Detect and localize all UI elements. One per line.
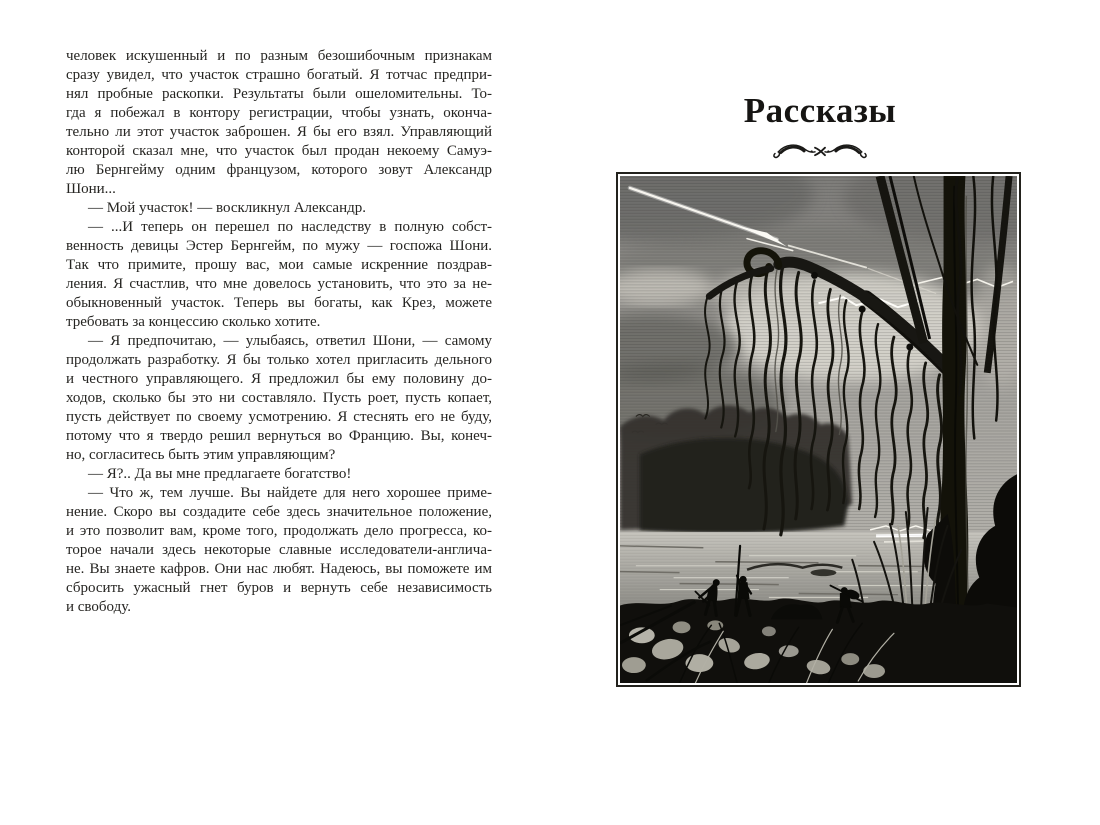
text-line: ходов, сколько бы это ни составляло. Пусть роет, пусть копает, <box>66 390 492 406</box>
text-line: — Что ж, тем лучше. Вы найдете для него хорошее приме- <box>88 485 492 501</box>
paragraph <box>66 465 492 484</box>
paragraph <box>66 332 492 465</box>
text-line: но, согласитесь быть этим управляющим? <box>66 447 336 463</box>
text-line: Так что примите, прошу вас, мои самые искренние поздрав- <box>66 257 492 273</box>
illustration-plate <box>616 172 1021 687</box>
text-line: нение. Скоро вы создадите себе здесь значительное положение, <box>66 504 492 520</box>
text-line: торое начали здесь некоторые славные исследователи-англича- <box>66 542 492 558</box>
text-line: Шони... <box>66 181 116 197</box>
text-line: — Я?.. Да вы мне предлагаете богатство! <box>88 466 352 482</box>
text-line: требовать за концессию сколько хотите. <box>66 314 321 330</box>
text-line: гда я побежал в контору регистрации, чтобы узнать, оконча- <box>66 105 492 121</box>
text-line: и честного управляющего. Я предложил бы ему половину до- <box>66 371 492 387</box>
left-page-body-text <box>66 47 492 617</box>
text-line: продолжать разработку. Я бы только хотел пригласить дельного <box>66 352 492 368</box>
text-line: и свободу. <box>66 599 131 615</box>
text-line: потому что я твердо решил вернуться во Францию. Вы, конеч- <box>66 428 492 444</box>
paragraph <box>66 484 492 617</box>
text-line: обыкновенный участок. Теперь вы богаты, как Крез, можете <box>66 295 492 311</box>
text-line: сразу увидел, что участок страшно богатый. Я тотчас предпри- <box>66 67 492 83</box>
engraving-illustration <box>620 176 1017 683</box>
text-line: тельно ли этот участок заброшен. Я бы его взял. Управляющий <box>66 124 492 140</box>
text-line: человек искушенный и по разным безошибочным признакам <box>66 48 492 64</box>
text-line: и это позволит вам, кроме того, продолжать дело прогресса, ко- <box>66 523 492 539</box>
text-line: венность девицы Эстер Бернгейм, по мужу — госпожа Шони. <box>66 238 492 254</box>
text-line: пусть действует по своему усмотрению. Я стеснять его не буду, <box>66 409 492 425</box>
text-line: нял пробные раскопки. Результаты были ошеломительны. То- <box>66 86 492 102</box>
paragraph <box>66 199 492 218</box>
paragraph <box>66 47 492 199</box>
text-line: лю Бернгейму одним французом, которого зовут Александр <box>66 162 492 178</box>
section-title: Рассказы <box>743 91 897 130</box>
text-line: ления. Я счастлив, что мне довелось установить, что это за не- <box>66 276 492 292</box>
text-line: не. Вы знаете кафров. Они нас любят. Надеюсь, вы поможете им <box>66 561 492 577</box>
flourish-divider-icon <box>617 139 1023 163</box>
text-line: — ...И теперь он перешел по наследству в полную собст- <box>88 219 492 235</box>
text-line: — Мой участок! — воскликнул Александр. <box>88 200 366 216</box>
paragraph <box>66 218 492 332</box>
text-line: конторой сказал мне, что участок был продан некоему Самуэ- <box>66 143 492 159</box>
text-line: сбросить ужасный гнет буров и вернуть себе независимость <box>66 580 492 596</box>
text-line: — Я предпочитаю, — улыбаясь, ответил Шони, — самому <box>88 333 492 349</box>
